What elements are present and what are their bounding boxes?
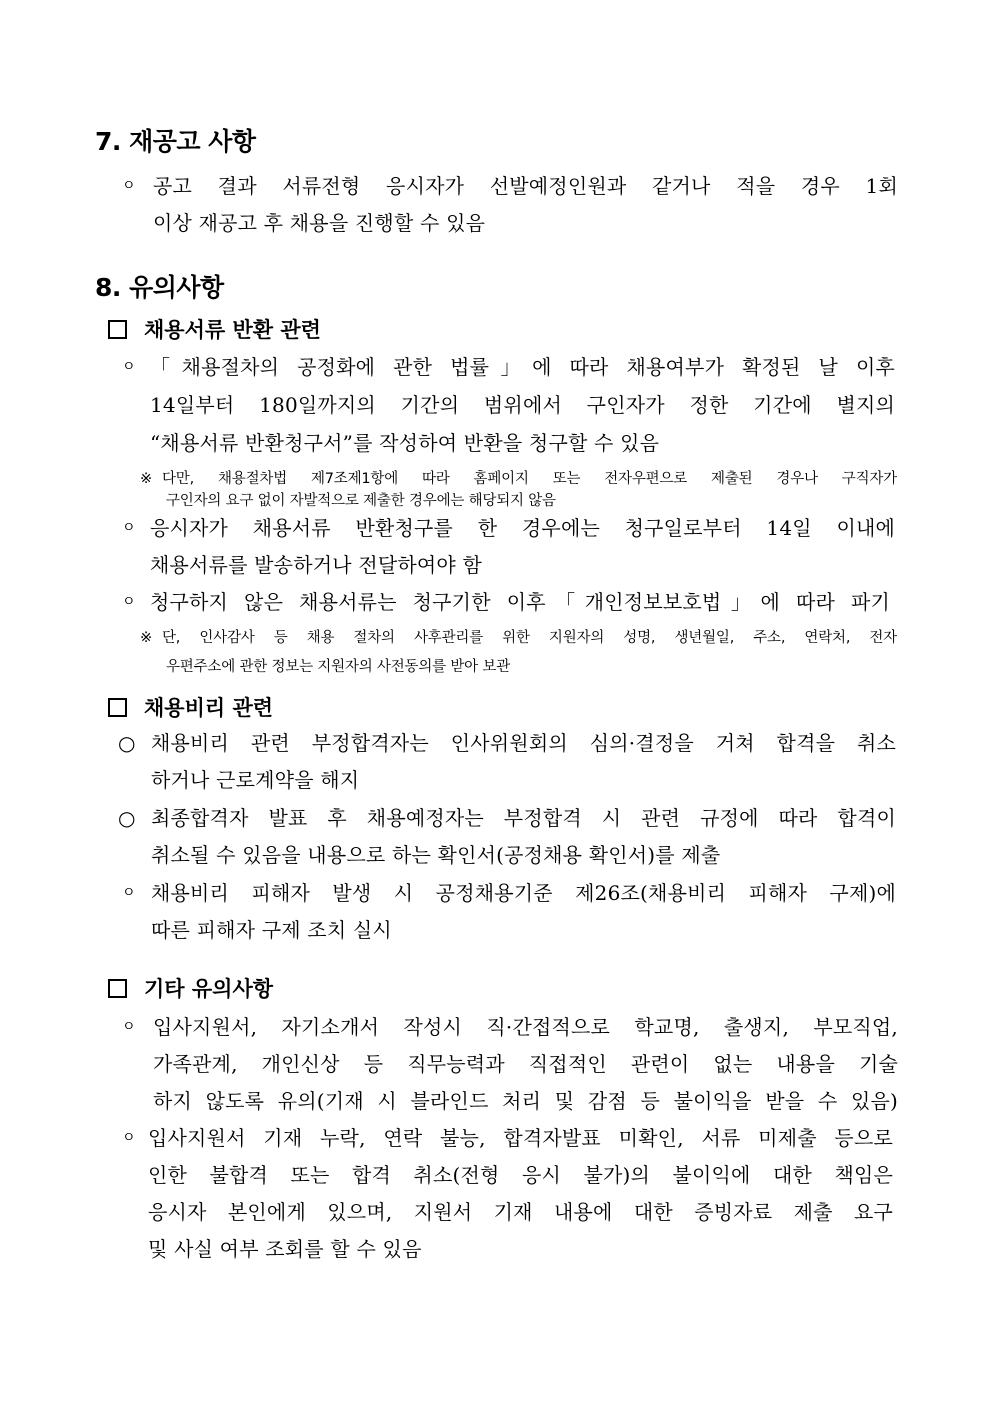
subsection-hiring-corruption-heading bbox=[108, 692, 273, 722]
corruption-item-1-line-1: 채용비리 관련 부정합격자는 인사위원회의 심의·결정을 거쳐 합격을 취소 bbox=[151, 731, 896, 755]
section-8-heading: 8. 유의사항 bbox=[95, 273, 224, 302]
doc-return-item-1-line-2: 14일부터 180일까지의 기간의 범위에서 구인자가 정한 기간에 별지의 bbox=[150, 393, 895, 417]
doc-return-item-2-line-1: 응시자가 채용서류 반환청구를 한 경우에는 청구일로부터 14일 이내에 bbox=[150, 516, 895, 540]
doc-return-note-1-line-1: 다만, 채용절차법 제7조제1항에 따라 홈페이지 또는 전자우편으로 제출된 경우나 구직자가 bbox=[162, 471, 897, 487]
square-box-icon bbox=[108, 979, 127, 998]
other-item-2-line-2: 인한 불합격 또는 합격 취소(전형 응시 불가)의 불이익에 대한 책임은 bbox=[148, 1163, 893, 1187]
section-7-heading: 7. 재공고 사항 bbox=[95, 127, 256, 156]
other-item-2-line-4: 및 사실 여부 조회를 할 수 있음 bbox=[148, 1237, 422, 1261]
subsection-title: 채용비리 관련 bbox=[144, 695, 274, 720]
corruption-item-2-line-1: 최종합격자 발표 후 채용예정자는 부정합격 시 관련 규정에 따라 합격이 bbox=[151, 806, 896, 830]
note-marker: ※ bbox=[140, 630, 152, 646]
other-item-2-line-3: 응시자 본인에게 있으며, 지원서 기재 내용에 대한 증빙자료 제출 요구 bbox=[148, 1200, 893, 1224]
circle-bullet-icon: ○ bbox=[118, 806, 136, 830]
corruption-item-3-line-2: 따른 피해자 구제 조치 실시 bbox=[151, 918, 392, 942]
bullet-marker: ㅇ bbox=[122, 359, 136, 375]
bullet-marker: ㅇ bbox=[122, 1019, 136, 1035]
other-item-2-line-1: 입사지원서 기재 누락, 연락 불능, 합격자발표 미확인, 서류 미제출 등으로 bbox=[148, 1126, 893, 1150]
circle-bullet-icon: ○ bbox=[118, 731, 136, 755]
other-item-1-line-2: 가족관계, 개인신상 등 직무능력과 직접적인 관련이 없는 내용을 기술 bbox=[153, 1052, 898, 1076]
bullet-marker: ㅇ bbox=[122, 1130, 136, 1146]
subsection-other-notes-heading bbox=[108, 973, 273, 1003]
bullet-marker: ㅇ bbox=[122, 178, 136, 194]
square-box-icon bbox=[108, 698, 127, 717]
bullet-marker: ㅇ bbox=[122, 885, 136, 901]
corruption-item-1-line-2: 하거나 근로계약을 해지 bbox=[151, 768, 360, 792]
doc-return-note-2-line-1: 단, 인사감사 등 채용 절차의 사후관리를 위한 지원자의 성명, 생년월일, 주소, 연락처, 전자 bbox=[162, 630, 897, 646]
corruption-item-2-line-2: 취소될 수 있음을 내용으로 하는 확인서(공정채용 확인서)를 제출 bbox=[151, 843, 721, 867]
doc-return-item-3-line-1: 청구하지 않은 채용서류는 청구기한 이후「개인정보보호법」에 따라 파기 bbox=[150, 590, 890, 614]
section-7-item-1-line-2: 이상 재공고 후 채용을 진행할 수 있음 bbox=[153, 211, 486, 235]
other-item-1-line-1: 입사지원서, 자기소개서 작성시 직·간접적으로 학교명, 출생지, 부모직업, bbox=[153, 1015, 898, 1039]
corruption-item-3-line-1: 채용비리 피해자 발생 시 공정채용기준 제26조(채용비리 피해자 구제)에 bbox=[151, 881, 896, 905]
doc-return-item-1-line-3: “채용서류 반환청구서”를 작성하여 반환을 청구할 수 있음 bbox=[150, 431, 660, 455]
subsection-title: 기타 유의사항 bbox=[144, 976, 274, 1001]
note-marker: ※ bbox=[140, 471, 152, 487]
subsection-title: 채용서류 반환 관련 bbox=[144, 317, 321, 342]
bullet-marker: ㅇ bbox=[122, 594, 136, 610]
other-item-1-line-3: 하지 않도록 유의(기재 시 블라인드 처리 및 감점 등 불이익을 받을 수 있음) bbox=[153, 1089, 898, 1113]
section-7-item-1-line-1: 공고 결과 서류전형 응시자가 선발예정인원과 같거나 적을 경우 1회 bbox=[153, 174, 898, 198]
bullet-marker: ㅇ bbox=[122, 520, 136, 536]
doc-return-note-2-line-2: 우편주소에 관한 정보는 지원자의 사전동의를 받아 보관 bbox=[166, 659, 511, 675]
square-box-icon bbox=[108, 320, 127, 339]
subsection-document-return-heading bbox=[108, 314, 321, 344]
doc-return-note-1-line-2: 구인자의 요구 없이 자발적으로 제출한 경우에는 해당되지 않음 bbox=[166, 493, 556, 509]
doc-return-item-1-line-1: 「채용절차의 공정화에 관한 법률」에 따라 채용여부가 확정된 날 이후 bbox=[150, 355, 895, 379]
doc-return-item-2-line-2: 채용서류를 발송하거나 전달하여야 함 bbox=[150, 553, 482, 577]
